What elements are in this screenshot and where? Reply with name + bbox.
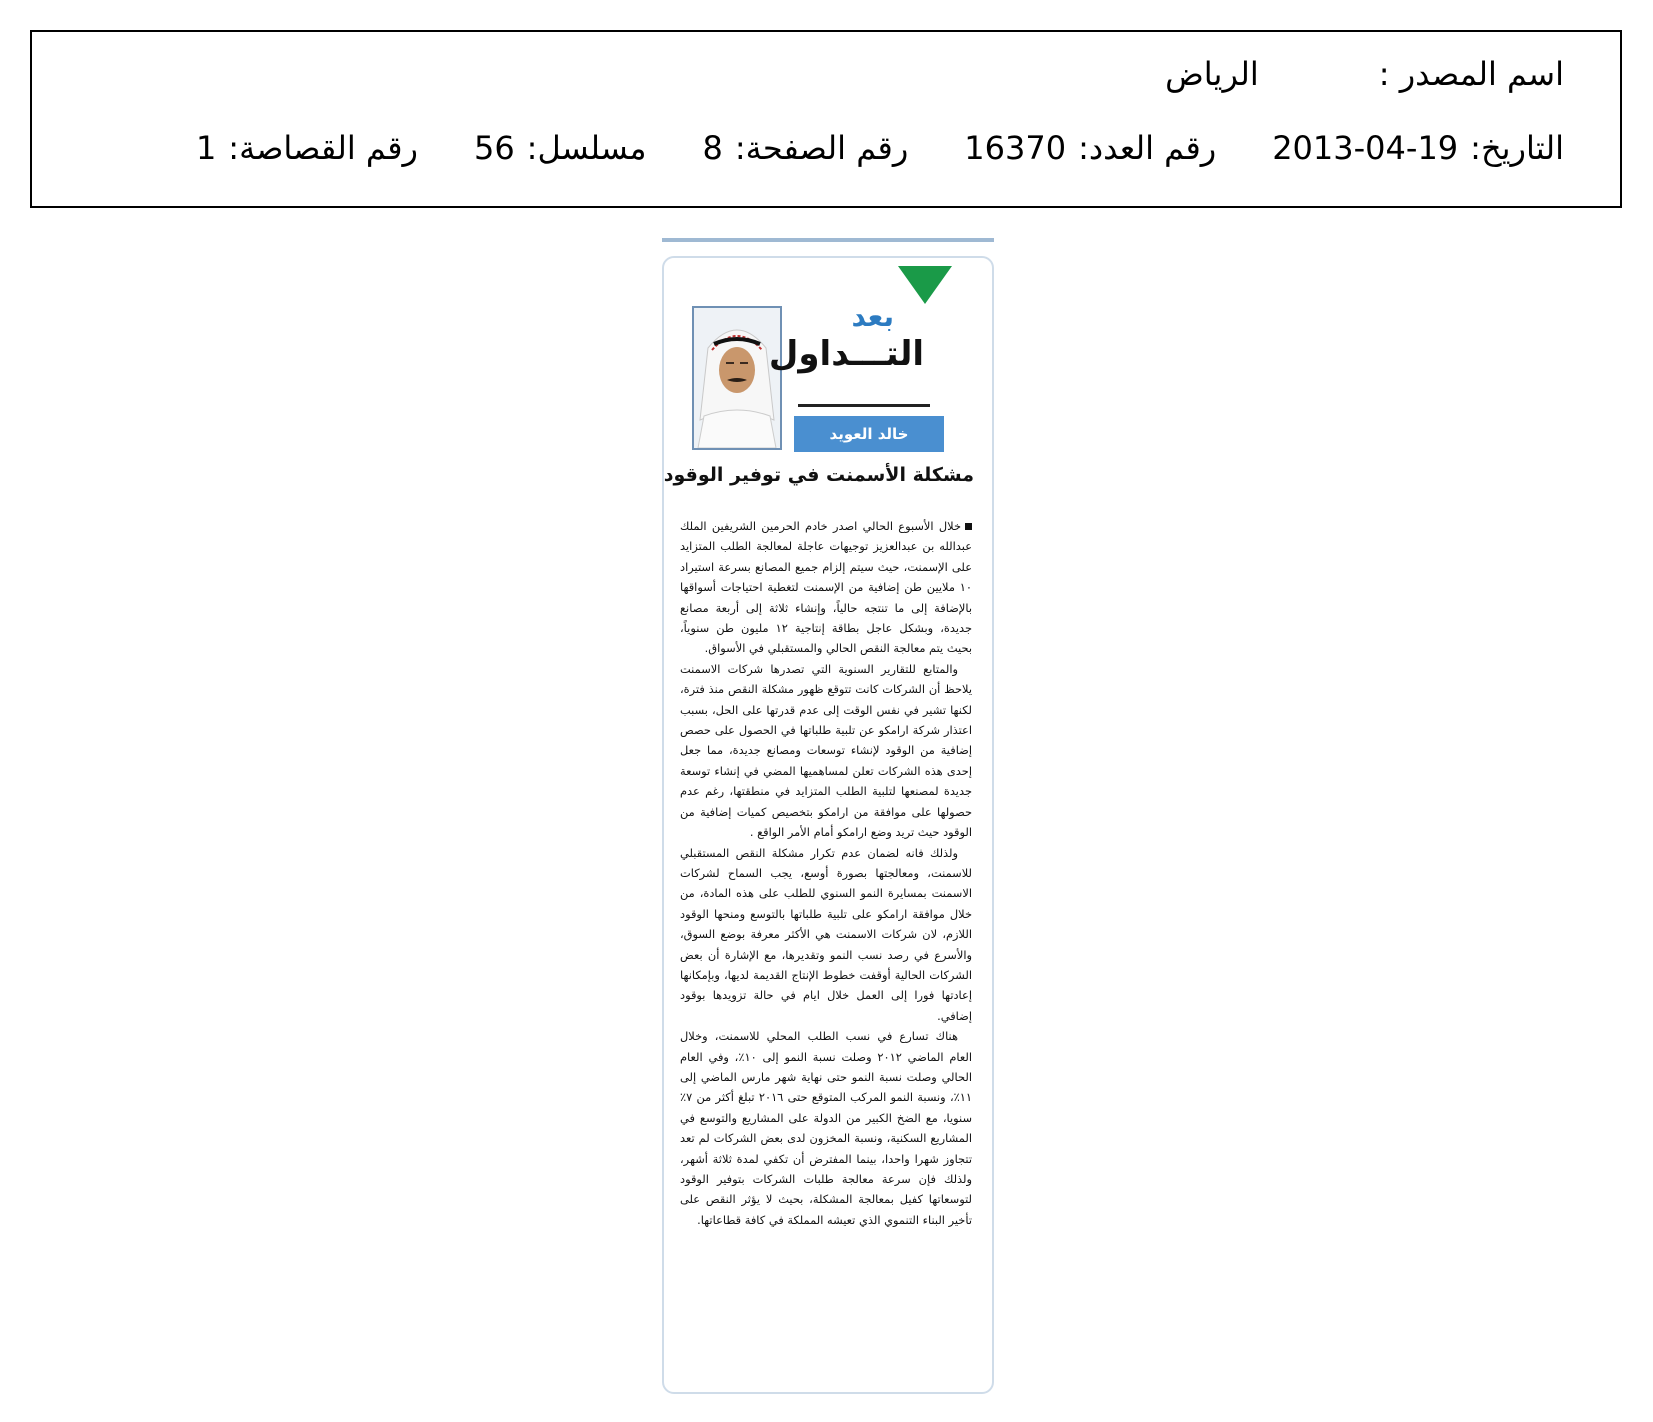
serial-value: 56: [473, 129, 515, 167]
date-value: 2013-04-19: [1272, 129, 1459, 167]
page-field: [703, 128, 909, 168]
author-name-bar: [794, 416, 944, 452]
source-row: [1165, 54, 1564, 94]
column-logo-underline: [798, 404, 930, 407]
newspaper-clipping: [662, 238, 994, 1394]
date-label: التاريخ:: [1470, 129, 1564, 167]
date-field: [1272, 128, 1564, 168]
serial-label: مسلسل:: [526, 129, 647, 167]
source-value: الرياض: [1165, 55, 1259, 93]
column-logo-top: بعد: [851, 300, 894, 333]
issue-value: 16370: [964, 129, 1067, 167]
clip-number-field: [196, 128, 418, 168]
column-logo-main: التـــداول: [768, 334, 924, 374]
issue-field: [964, 128, 1216, 168]
issue-label: رقم العدد:: [1078, 129, 1217, 167]
article-paragraph: هناك تسارع في نسب الطلب المحلي للاسمنت، وخلال العام الماضي ٢٠١٢ وصلت نسبة النمو إلى ١٠٪، وفي العام الحالي وصلت نسبة النمو حتى نهاية شهر مارس الماضي إلى ١١٪، ونسبة النمو المركب المتوقع حتى ٢٠١٦ تبلغ أكثر من ٧٪ سنويا، مع الضخ الكبير من الدولة على المشاريع والتوسع في المشاريع السكنية، ونسبة المخزون لدى بعض الشركات لم تعد تتجاوز شهرا واحدا، بينما المفترض أن تكفي لمدة ثلاثة أشهر، ولذلك فإن سرعة معالجة طلبات الشركات بتوفير الوقود لتوسعاتها كفيل بمعالجة المشكلة، بحيث لا يؤثر النقص على تأخير البناء التنموي الذي تعيشه المملكة في كافة قطاعاتها.: [680, 1029, 972, 1227]
square-bullet-icon: [965, 523, 972, 530]
author-name: خالد العويد: [829, 425, 909, 443]
column-logo: [768, 300, 934, 412]
article-headline: مشكلة الأسمنت في توفير الوقود: [663, 464, 974, 486]
page-value: 8: [702, 129, 723, 167]
article-paragraph: خلال الأسبوع الحالي اصدر خادم الحرمين الشريفين الملك عبدالله بن عبدالعزيز توجيهات عاجلة لمعالجة الطلب المتزايد على الإسمنت، حيث سيتم إلزام جميع المصانع بسرعة استيراد ١٠ ملايين طن إضافية من الإسمنت لتغطية احتياجات أسواقها بالإضافة إلى ما تنتجه حالياً، وإنشاء ثلاثة إلى أربعة مصانع جديدة، وبشكل عاجل بطاقة إنتاجية ١٢ مليون طن سنوياً، بحيث يتم معالجة النقص الحالي والمستقبلي في الأسواق.: [680, 519, 972, 656]
page-label: رقم الصفحة:: [734, 129, 909, 167]
author-photo: [692, 306, 782, 450]
clip-number-label: رقم القصاصة:: [228, 129, 418, 167]
article-paragraph: ولذلك فانه لضمان عدم تكرار مشكلة النقص المستقبلي للاسمنت، ومعالجتها بصورة أوسع، يجب السماح لشركات الاسمنت بمسايرة النمو السنوي للطلب على هذه المادة، من خلال موافقة ارامكو على تلبية طلباتها بالتوسع ومنحها الوقود اللازم، لان شركات الاسمنت هي الأكثر معرفة بوضع السوق، والأسرع في رصد نسب النمو وتقديرها، مع الإشارة أن بعض الشركات الحالية أوقفت خطوط الإنتاج القديمة لديها، وبإمكانها إعادتها فورا إلى العمل خلال ايام في حالة تزويدها بوقود إضافي.: [680, 845, 972, 1023]
source-label: اسم المصدر :: [1378, 55, 1564, 93]
clipping-metadata-box: [30, 30, 1622, 208]
article-body: [680, 516, 972, 1376]
author-portrait-icon: [694, 308, 780, 448]
serial-field: [474, 128, 647, 168]
clipping-top-rule: [662, 238, 994, 242]
details-row: [196, 128, 1564, 168]
article-paragraph: والمتابع للتقارير السنوية التي تصدرها شركات الاسمنت يلاحظ أن الشركات كانت تتوقع ظهور مشكلة النقص منذ فترة، لكنها تشير في نفس الوقت إلى عدم قدرتها على الحل، بسبب اعتذار شركة ارامكو عن تلبية طلباتها في الحصول على حصص إضافية من الوقود لإنشاء توسعات ومصانع جديدة، مما جعل إحدى هذه الشركات تعلن لمساهميها المضي في إنشاء توسعة جديدة لمصنعها لتلبية الطلب المتزايد في منطقتها، رغم عدم حصولها على موافقة من ارامكو بتخصيص كميات إضافية من الوقود حيث تريد وضع ارامكو أمام الأمر الواقع .: [680, 661, 972, 840]
clip-number-value: 1: [195, 129, 217, 167]
green-triangle-icon: [898, 266, 952, 304]
